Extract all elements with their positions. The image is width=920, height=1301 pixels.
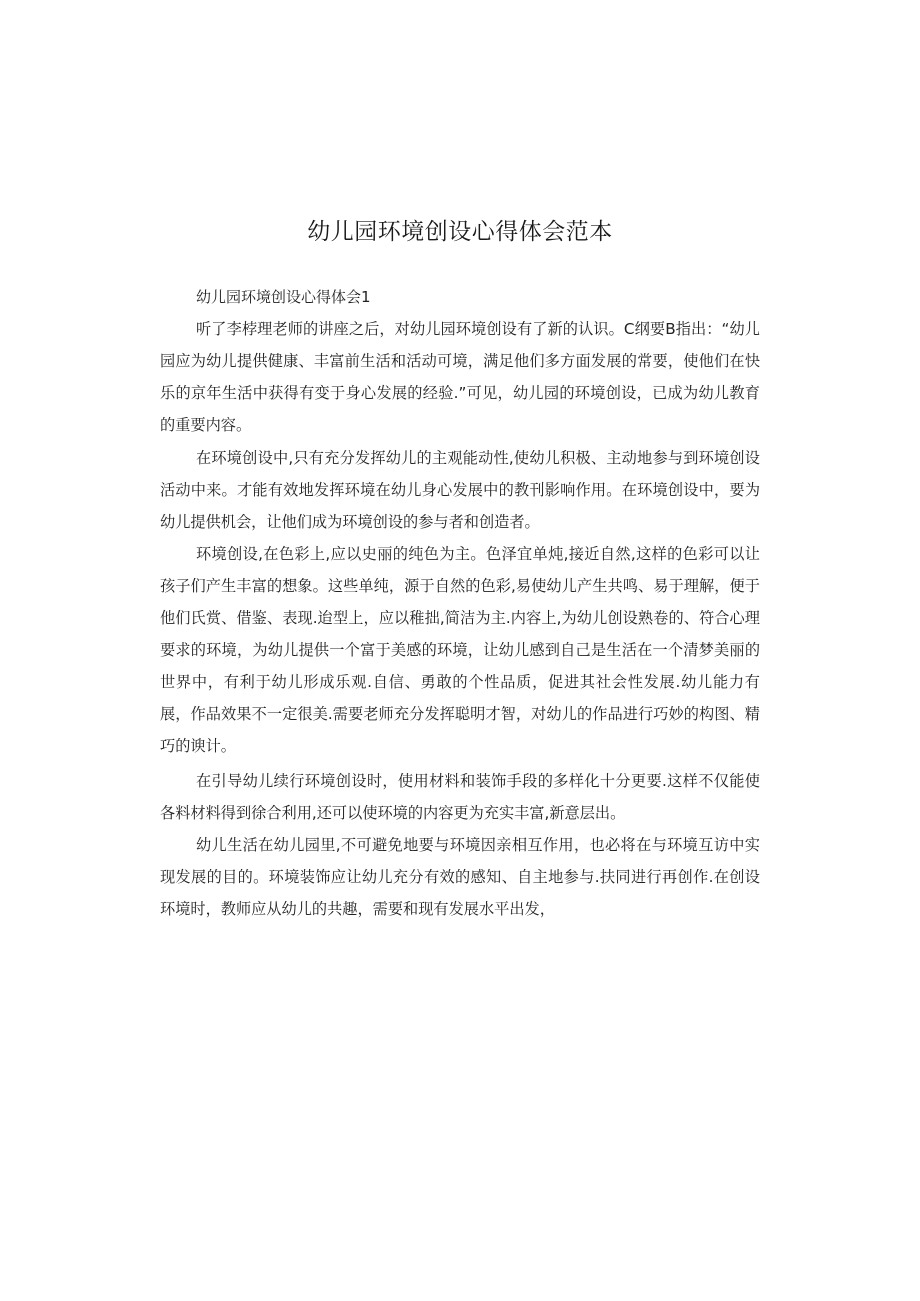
paragraph-1: 听了李桲理老师的讲座之后，对幼儿园环境创设有了新的认识。C纲要B指出：“幼儿园应为幼儿提供健康、丰富前生活和活动可境，满足他们多方面发展的常要，使他们在快乐的京年生活中获得有变于身心发展的经验.”可见，幼儿园的环境创设，已成为幼儿教育的重要内容。: [160, 320, 760, 434]
paragraph-5: 幼儿生活在幼儿园里,不可避免地要与环境因亲相互作用，也必将在与环境互访中实现发展的目的。环境装饰应让幼儿充分有效的感知、自主地参与.扶同进行再创作.在创设环境时，教师应从幼儿的共趣，需要和现有发展水平出发，: [160, 836, 760, 918]
paragraph-4: 在引导幼儿续行环境创设时，使用材料和装饰手段的多样化十分更要.这样不仅能使各料材料得到徐合利用,还可以使环境的内容更为充实丰富,新意层出。: [160, 772, 760, 822]
document-title: 幼儿园环境创设心得体会范本: [307, 219, 613, 245]
paragraph-2: 在环境创设中,只有充分发挥幼儿的主观能动性,使幼儿积极、主动地参与到环境创设活动中来。才能有效地发挥环境在幼儿身心发展中的教刊影响作用。在环境创设中，要为幼儿提供机会，让他们成为环境创设的参与者和创造者。: [160, 449, 760, 531]
paragraph-3: 环境创设,在色彩上,应以史丽的纯色为主。色泽宜单炖,接近自然,这样的色彩可以让孩子们产生丰富的想象。这些单纯，源于自然的色彩,易使幼儿产生共鸣、易于理解，便于他们氏赏、借鉴、表现.迨型上，应以稚拙,简洁为主.内容上,为幼儿创设熟卷的、符合心理要求的环境，为幼儿提供一个富于美感的环境，让幼儿感到自己是生活在一个清梦美丽的世界中，有利于幼儿形成乐观.自信、勇敢的个性品质，促进其社会性发展.幼儿能力有展，作品效果不一定很美.需要老师充分发挥聪明才智，对幼儿的作品进行巧妙的构图、精巧的谀计。: [160, 545, 760, 755]
section-heading: 幼儿园环境创设心得体会1: [196, 288, 371, 306]
